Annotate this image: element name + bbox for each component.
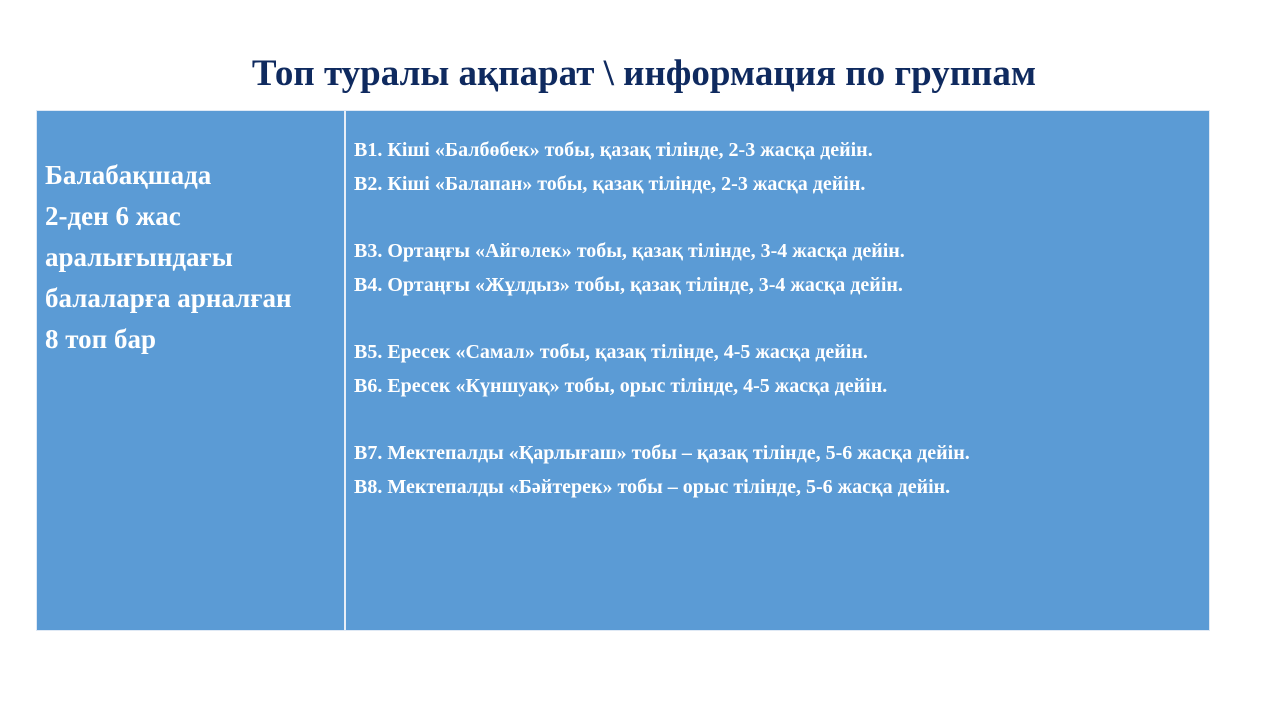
group-block-junior (354, 133, 1204, 201)
summary-text (45, 155, 343, 360)
info-table (36, 110, 1210, 631)
group-item-b1: В1. Кіші «Балбөбек» тобы, қазақ тілінде, 2-3 жасқа дейін. (354, 139, 873, 161)
summary-line: Балабақшада (45, 160, 212, 190)
group-item-b5: В5. Ересек «Самал» тобы, қазақ тілінде, 4-5 жасқа дейін. (354, 341, 868, 363)
summary-cell (37, 111, 346, 630)
group-block-middle (354, 234, 1204, 302)
group-block-senior (354, 335, 1204, 403)
group-item-b4: В4. Ортаңғы «Жұлдыз» тобы, қазақ тілінде, 3-4 жасқа дейін. (354, 274, 903, 296)
group-item-b3: В3. Ортаңғы «Айгөлек» тобы, қазақ тілінде, 3-4 жасқа дейін. (354, 240, 905, 262)
group-item-b2: В2. Кіші «Балапан» тобы, қазақ тілінде, 2-3 жасқа дейін. (354, 173, 866, 195)
summary-line: балаларға арналған (45, 283, 292, 313)
group-list (354, 133, 1204, 537)
groups-cell (346, 111, 1209, 630)
summary-line: 8 топ бар (45, 324, 156, 354)
summary-line: аралығындағы (45, 242, 233, 272)
slide-title: Топ туралы ақпарат \ информация по группам (251, 53, 1037, 94)
summary-line: 2-ден 6 жас (45, 201, 181, 231)
group-block-preschool (354, 436, 1204, 504)
group-item-b7: В7. Мектепалды «Қарлығаш» тобы – қазақ тілінде, 5-6 жасқа дейін. (354, 442, 970, 464)
group-item-b6: В6. Ересек «Күншуақ» тобы, орыс тілінде, 4-5 жасқа дейін. (354, 375, 888, 397)
group-item-b8: В8. Мектепалды «Бәйтерек» тобы – орыс тілінде, 5-6 жасқа дейін. (354, 476, 951, 498)
